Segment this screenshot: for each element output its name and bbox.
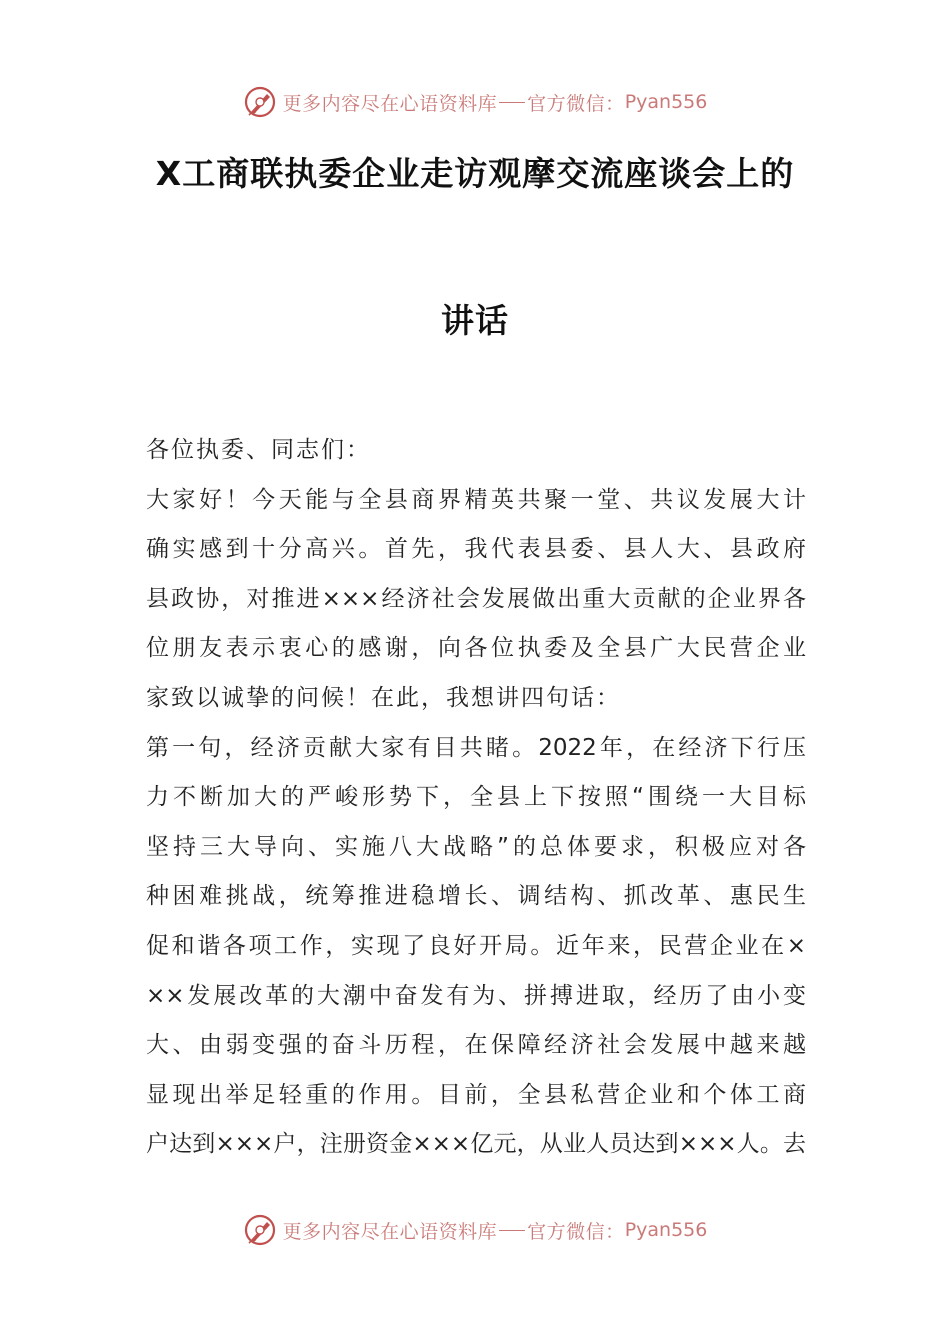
banner-account: Pyan556 — [624, 1219, 708, 1241]
document-title-line-2: 讲话 — [441, 301, 509, 340]
body-line: 力不断加大的严峻形势下，全县上下按照“围绕一大目标 — [146, 784, 806, 811]
body-line: 确实感到十分高兴。首先，我代表县委、县人大、县政府 — [146, 536, 806, 563]
banner-text: 更多内容尽在心语资料库 — [282, 92, 498, 115]
document-body — [146, 426, 806, 1170]
quill-logo-icon — [243, 1213, 277, 1247]
banner-official-label: 官方微信： — [527, 1220, 625, 1243]
body-line: 大、由弱变强的奋斗历程，在保障经济社会发展中越来越 — [146, 1032, 806, 1059]
body-line: 各位执委、同志们： — [146, 437, 371, 463]
body-line: ××发展改革的大潮中奋发有为、拼搏进取，经历了由小变 — [146, 982, 806, 1009]
quill-logo-icon — [243, 85, 277, 119]
body-line: 大家好！今天能与全县商界精英共聚一堂、共议发展大计 — [146, 486, 806, 513]
body-line: 第一句，经济贡献大家有目共睹。2022年，在经济下行压 — [146, 734, 806, 761]
body-line: 县政协，对推进×××经济社会发展做出重大贡献的企业界各 — [146, 585, 806, 612]
body-line: 坚持三大导向、实施八大战略”的总体要求，积极应对各 — [146, 833, 806, 860]
document-title-line-1: X工商联执委企业走访观摩交流座谈会上的 — [155, 154, 795, 193]
body-line: 家致以诚挚的问候！在此，我想讲四句话： — [146, 684, 621, 711]
banner-text: 更多内容尽在心语资料库 — [282, 1220, 498, 1243]
banner-dash — [499, 102, 525, 103]
header-watermark-banner — [0, 82, 950, 122]
banner-account: Pyan556 — [624, 91, 708, 113]
banner-official-label: 官方微信： — [527, 92, 625, 115]
body-line: 显现出举足轻重的作用。目前，全县私营企业和个体工商 — [146, 1081, 806, 1108]
body-line: 种困难挑战，统筹推进稳增长、调结构、抓改革、惠民生 — [146, 883, 806, 910]
body-line: 位朋友表示衷心的感谢，向各位执委及全县广大民营企业 — [146, 635, 806, 662]
footer-watermark-banner — [0, 1210, 950, 1250]
body-line: 促和谐各项工作，实现了良好开局。近年来，民营企业在× — [146, 932, 806, 959]
banner-dash — [499, 1230, 525, 1231]
body-line: 户达到×××户，注册资金×××亿元，从业人员达到×××人。去 — [146, 1131, 806, 1158]
